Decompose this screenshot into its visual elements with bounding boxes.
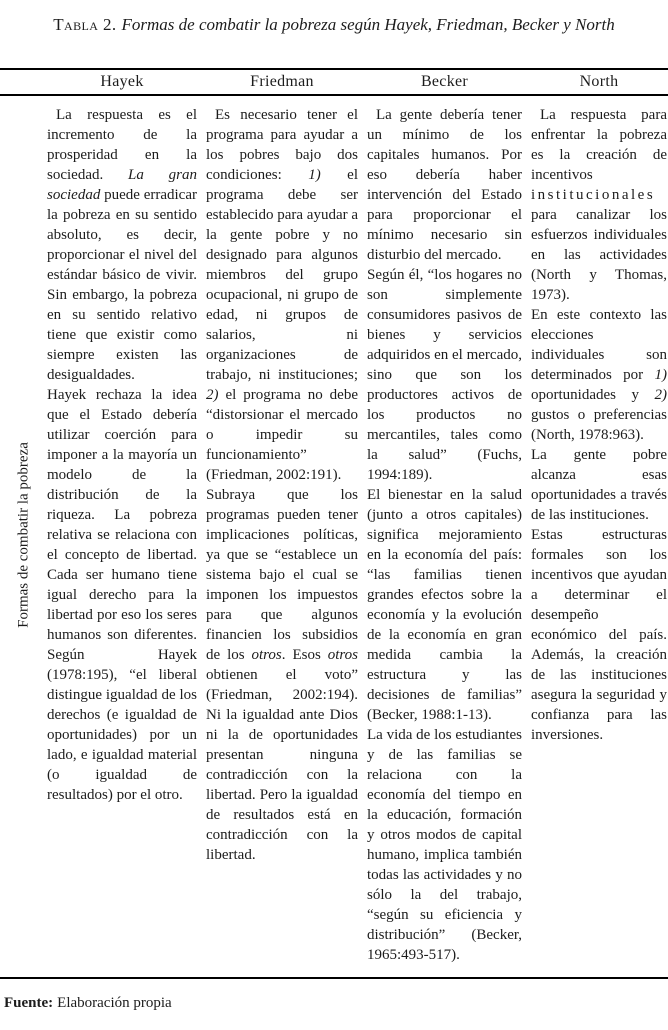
text-run: otros — [327, 647, 358, 663]
column-paragraph — [47, 385, 197, 805]
text-run: puede erradicar la pobreza en su sentido absoluto, es decir, proporcionar el nivel del estándar básico de vivir. Sin embargo, la pobreza en su sentido relativo tiene que existir como siempre existen las desigualdades. — [47, 187, 197, 383]
text-run: Subraya que los programas pueden tener implicaciones políticas, ya que se “establece un sistema bajo el cual se imponen los impuestos para que algunos financien los subsidios de los — [206, 487, 358, 663]
table-body-row — [0, 96, 668, 977]
cell-hayek — [47, 105, 197, 965]
table-number-label: Tabla 2. — [53, 15, 117, 34]
comparison-table — [0, 68, 668, 979]
column-paragraph — [367, 725, 522, 965]
column-paragraph — [367, 485, 522, 725]
column-paragraph — [367, 105, 522, 265]
column-paragraph — [531, 305, 667, 445]
table-title — [10, 14, 658, 36]
text-run: Estas estructuras formales son los incentivos que ayudan a determinar el desempeño económico del país. Además, la creación de las instituciones asegura la seguridad y confianza para las inversiones. — [531, 527, 667, 743]
text-run: otros — [251, 647, 282, 663]
table-title-text: Formas de combatir la pobreza según Hayek, Friedman, Becker y North — [121, 15, 615, 34]
text-run: 1) — [308, 167, 321, 183]
text-run: 2) — [654, 387, 667, 403]
column-paragraph — [206, 485, 358, 865]
text-run: el programa no debe “distorsionar el mercado o impedir su funcionamiento” (Friedman, 2002:191). — [206, 387, 358, 483]
text-run: La gente pobre alcanza esas oportunidades a través de las instituciones. — [531, 447, 667, 523]
text-run: La respuesta es el incremento de la prosperidad en la sociedad. — [47, 107, 197, 183]
column-paragraph — [531, 525, 667, 745]
cell-becker — [367, 105, 522, 965]
text-run: 1) — [654, 367, 667, 383]
cell-friedman — [206, 105, 358, 965]
text-run: Hayek rechaza la idea que el Estado debería utilizar coerción para imponer a la mayoría un modelo de la distribución de la riqueza. La pobreza relativa se relaciona con el concepto de libertad. Cada ser humano tiene igual derecho para la libertad por eso los seres humanos son diferentes. Según Hayek (1978:195), “el liberal distingue igualdad de los derechos (e igualdad de oportunidades) por un lado, e igualdad material (o igualdad de resultados) por el otro. — [47, 387, 197, 803]
column-paragraph — [531, 105, 667, 305]
column-header-becker: Becker — [420, 73, 469, 90]
text-run: Es necesario tener el programa para ayudar a los pobres bajo dos condiciones: — [206, 107, 358, 183]
text-run: Según él, “los hogares no son simplemente consumidores pasivos de bienes y servicios adquiridos en el mercado, sino que son los productores activos de los productos no mercantiles, tales como la salud” (Fuchs, 1994:189). — [367, 267, 522, 483]
text-run: En este contexto las elecciones individuales son determinados por — [531, 307, 667, 383]
text-run: . Esos — [281, 647, 328, 663]
column-paragraph — [47, 105, 197, 385]
text-run: 2) — [206, 387, 219, 403]
text-run: La vida de los estudiantes y de las familias se relaciona con la economía del tiempo en la educación, formación y otros modos de capital humano, implica también todas las actividades y no sólo la del trabajo, “según su eficiencia y distribución” (Becker, 1965:493-517). — [367, 727, 522, 963]
text-run: La gente debería tener un mínimo de los capitales humanos. Por eso debería haber intervención del Estado para proporcionar el mínimo necesario sin disturbio del mercado. — [367, 107, 522, 263]
text-run: institucionales — [531, 187, 656, 203]
source-note — [4, 995, 668, 1012]
text-run: La respuesta para enfrentar la pobreza es la creación de incentivos — [531, 107, 667, 183]
text-run: oportunidades y — [531, 387, 655, 403]
column-paragraph — [367, 265, 522, 485]
text-run: obtienen el voto” (Friedman, 2002:194). Ni la igualdad ante Dios ni la de oportunidades presentan ninguna contradicción con la libertad. Pero la igualdad de resultados está en contradicción con la libertad. — [206, 667, 358, 863]
table-header-row — [0, 70, 668, 94]
source-label: Fuente: — [4, 995, 54, 1011]
text-run: el programa debe ser establecido para ayudar a la gente pobre y no designado para algunos miembros del grupo ocupacional, ni grupo de edad, ni grupos de salarios, ni organizaciones de trabajo, ni instituciones; — [206, 167, 358, 383]
column-paragraph — [206, 105, 358, 485]
row-group-label-cell — [0, 105, 47, 965]
column-header-friedman: Friedman — [250, 73, 314, 90]
cell-north — [531, 105, 667, 965]
column-paragraph — [531, 445, 667, 525]
table-bottom-rule — [0, 977, 668, 979]
text-run: para canalizar los esfuerzos individuales en las actividades (North y Thomas, 1973). — [531, 207, 667, 303]
text-run: gustos o preferencias (North, 1978:963). — [531, 407, 667, 443]
column-header-north: North — [579, 73, 619, 90]
column-header-hayek: Hayek — [100, 73, 144, 90]
row-group-label: Formas de combatir la pobreza — [15, 442, 31, 628]
source-text: Elaboración propia — [57, 995, 172, 1011]
text-run: El bienestar en la salud (junto a otros capitales) significa mejoramiento en la economía del país: “las familias tienen grandes efectos sobre la economía y la evolución de la economía en gran medida cambia la estructura y las decisiones de familias” (Becker, 1988:1-13). — [367, 487, 522, 723]
text-run: La gran sociedad — [47, 167, 197, 203]
